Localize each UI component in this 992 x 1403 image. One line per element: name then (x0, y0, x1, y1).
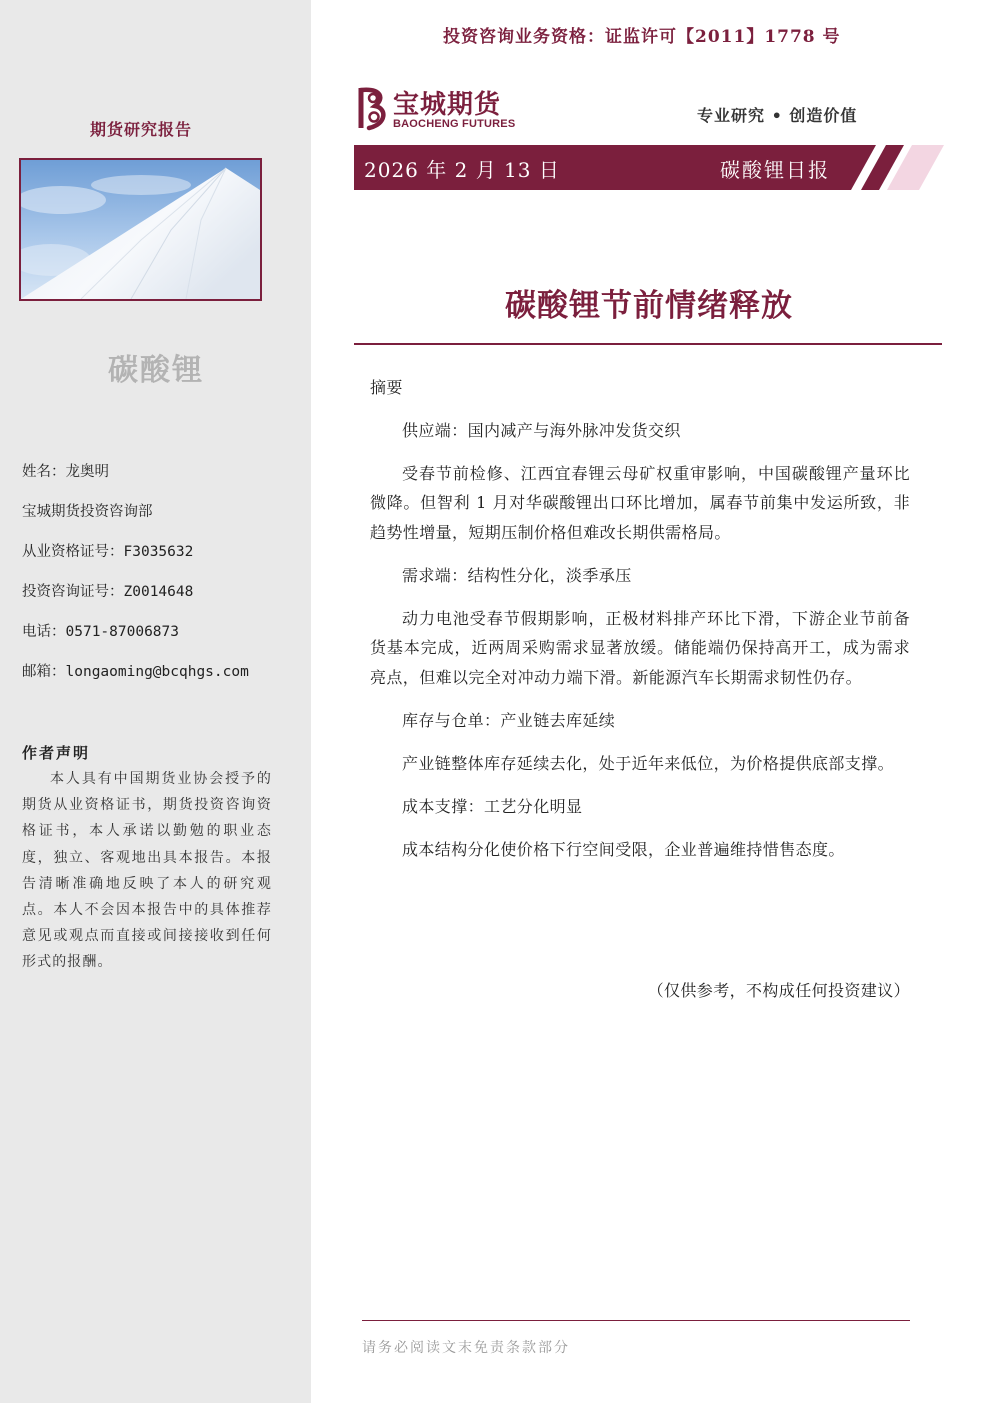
company-name-en: BAOCHENG FUTURES (393, 118, 516, 130)
section-text: 产业链整体库存延续去化，处于近年来低位，为价格提供底部支撑。 (402, 753, 895, 773)
analyst-email: 邮箱：longaoming@bcqhgs.com (22, 664, 249, 680)
section-heading: 成本支撑：工艺分化明显 (402, 796, 583, 816)
footer-divider (362, 1320, 910, 1321)
lithium-salt-pile-image (19, 158, 262, 301)
title-divider (354, 343, 942, 345)
product-name: 碳酸锂 (108, 353, 204, 388)
company-slogan: 专业研究 • 创造价值 (697, 106, 858, 125)
report-title: 碳酸锂节前情绪释放 (505, 288, 793, 324)
sidebar (0, 0, 311, 1403)
company-name-cn: 宝城期货 (393, 90, 502, 120)
abstract-label: 摘要 (370, 378, 403, 397)
analyst-name: 姓名：龙奥明 (22, 464, 109, 480)
section-heading: 库存与仓单：产业链去库延续 (402, 710, 616, 730)
section-text: 动力电池受春节假期影响，正极材料排产环比下滑，下游企业节前备货基本完成，近两周采购需求显著放缓。储能端仍保持高开工，成为需求亮点，但难以完全对冲动力端下滑。新能源汽车长期需求韧性仍存。 (370, 608, 910, 687)
analyst-phone: 电话：0571-87006873 (22, 624, 179, 640)
report-body (370, 373, 910, 878)
report-type-label: 期货研究报告 (89, 120, 192, 139)
analyst-info (22, 462, 249, 702)
license-statement: 投资咨询业务资格：证监许可【2011】1778 号 (443, 27, 841, 47)
report-date: 2026 年 2 月 13 日 (364, 158, 560, 182)
author-declaration-title: 作者声明 (22, 744, 91, 762)
analyst-department: 宝城期货投资咨询部 (22, 504, 153, 520)
section-heading: 供应端：国内减产与海外脉冲发货交织 (402, 420, 681, 440)
investment-disclaimer: （仅供参考，不构成任何投资建议） (647, 981, 910, 1000)
section-heading: 需求端：结构性分化，淡季承压 (402, 565, 632, 585)
analyst-consulting-number: 投资咨询证号：Z0014648 (22, 584, 194, 600)
section-text: 受春节前检修、江西宜春锂云母矿权重审影响，中国碳酸锂产量环比微降。但智利 1 月对华碳酸锂出口环比增加，属春节前集中发运所致，非趋势性增量，短期压制价格但难改长期供需格局。 (370, 463, 910, 542)
section-text: 成本结构分化使价格下行空间受限，企业普遍维持惜售态度。 (402, 839, 845, 859)
report-name: 碳酸锂日报 (720, 158, 830, 182)
company-logo (355, 84, 525, 134)
company-logo-icon (355, 84, 391, 132)
footer-notice: 请务必阅读文末免责条款部分 (362, 1340, 570, 1356)
report-banner (354, 145, 944, 190)
author-declaration-text: 本人具有中国期货业协会授予的期货从业资格证书，期货投资咨询资格证书，本人承诺以勤勉的职业态度，独立、客观地出具本报告。本报告清晰准确地反映了本人的研究观点。本人不会因本报告中的具体推荐意见或观点而直接或间接接收到任何形式的报酬。 (22, 771, 272, 971)
analyst-qualification-number: 从业资格证号：F3035632 (22, 544, 194, 560)
